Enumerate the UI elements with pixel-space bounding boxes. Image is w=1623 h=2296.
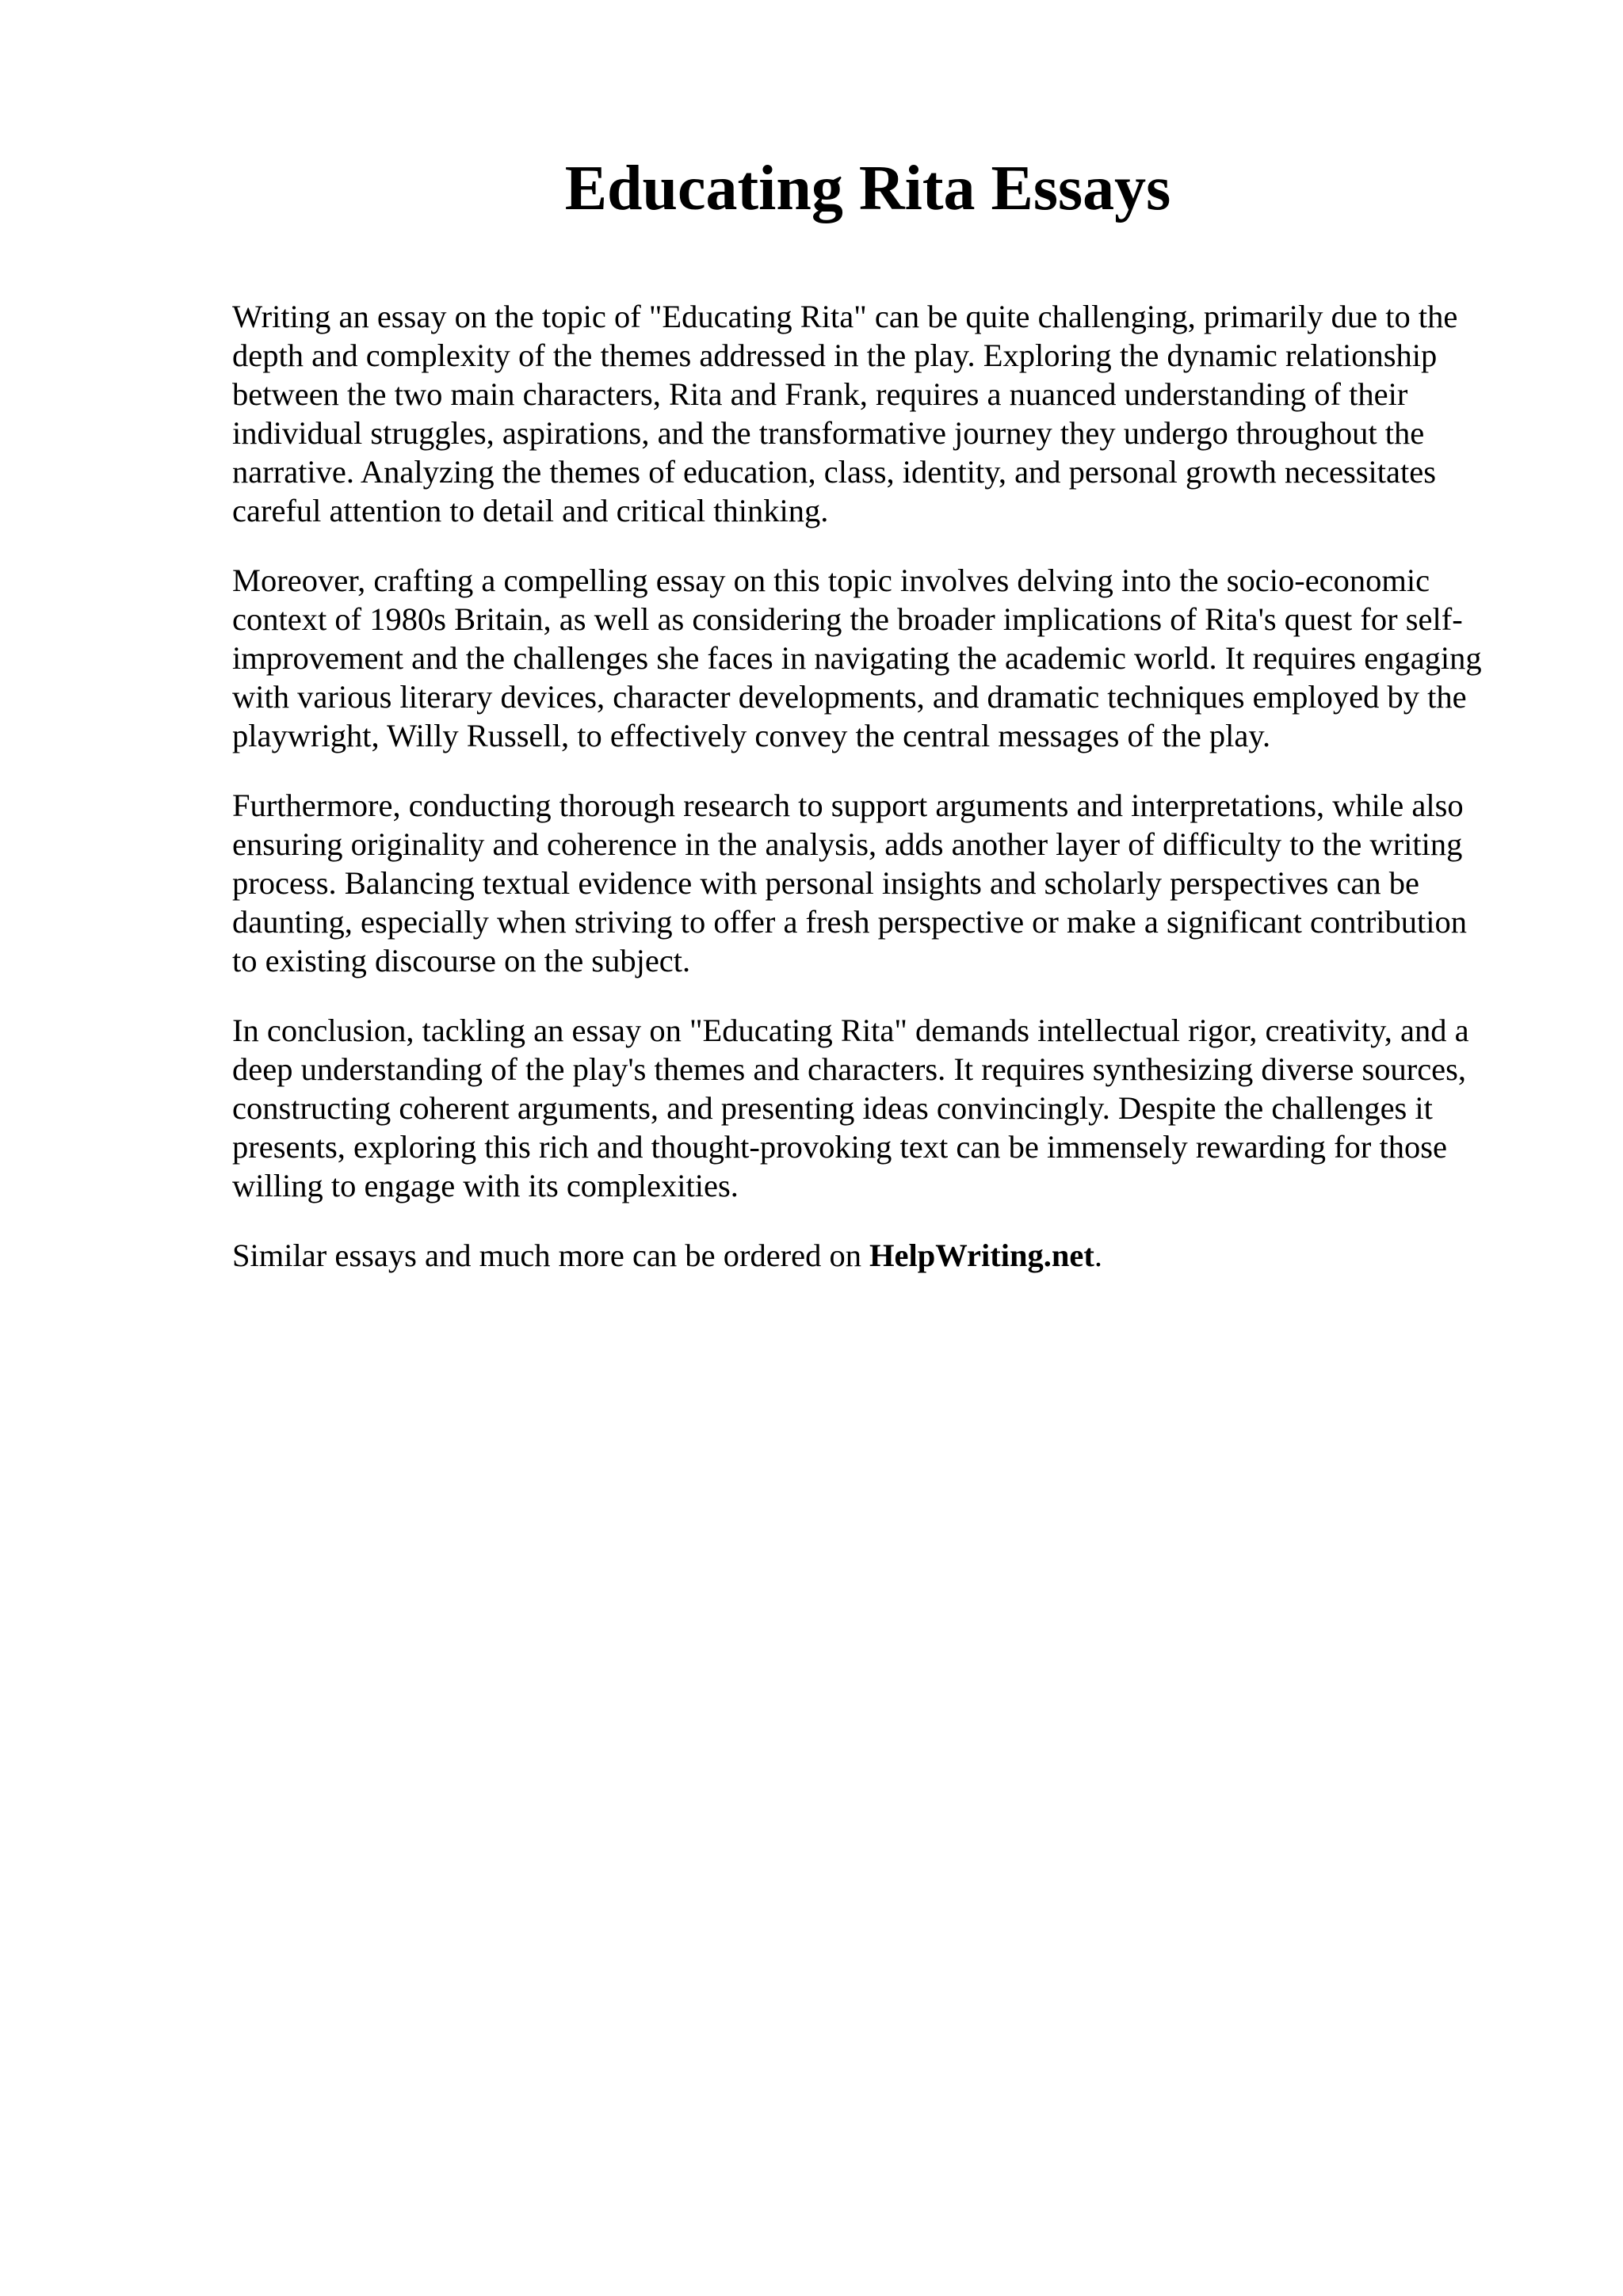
promo-brand-link[interactable]: HelpWriting.net (869, 1238, 1094, 1273)
paragraph-1 (232, 297, 1532, 530)
paragraph-line: ensuring originality and coherence in the analysis, adds another layer of difficulty to the writing (232, 826, 1463, 862)
paragraph-line: individual struggles, aspirations, and the transformative journey they undergo throughout the (232, 415, 1425, 451)
paragraph-line: In conclusion, tackling an essay on "Educating Rita" demands intellectual rigor, creativity, and a (232, 1013, 1469, 1048)
paragraph-line: daunting, especially when striving to offer a fresh perspective or make a significant contribution (232, 904, 1468, 940)
paragraph-3 (232, 786, 1532, 980)
promo-suffix: . (1094, 1238, 1103, 1273)
paragraph-line: process. Balancing textual evidence with personal insights and scholarly perspectives can be (232, 865, 1420, 901)
document-body (232, 297, 1532, 1275)
paragraph-line: Moreover, crafting a compelling essay on this topic involves delving into the socio-economic (232, 563, 1430, 598)
paragraph-line: willing to engage with its complexities. (232, 1168, 739, 1203)
paragraph-line: Furthermore, conducting thorough research to support arguments and interpretations, while also (232, 788, 1464, 823)
paragraph-line: context of 1980s Britain, as well as considering the broader implications of Rita's quest for self- (232, 601, 1463, 637)
paragraph-line: with various literary devices, character developments, and dramatic techniques employed by the (232, 679, 1467, 715)
paragraph-line: careful attention to detail and critical thinking. (232, 493, 829, 528)
paragraph-line: playwright, Willy Russell, to effectively convey the central messages of the play. (232, 718, 1271, 753)
paragraph-2 (232, 561, 1532, 755)
paragraph-line: constructing coherent arguments, and presenting ideas convincingly. Despite the challenges it (232, 1090, 1433, 1126)
paragraph-line: deep understanding of the play's themes and characters. It requires synthesizing diverse sources, (232, 1051, 1467, 1087)
paragraph-line: to existing discourse on the subject. (232, 943, 691, 978)
paragraph-line: presents, exploring this rich and thought-provoking text can be immensely rewarding for those (232, 1129, 1448, 1165)
paragraph-line: Writing an essay on the topic of "Educating Rita" can be quite challenging, primarily due to the (232, 299, 1458, 334)
paragraph-line: narrative. Analyzing the themes of education, class, identity, and personal growth necessitates (232, 454, 1437, 490)
paragraph-line: between the two main characters, Rita and Frank, requires a nuanced understanding of their (232, 376, 1408, 412)
promo-line (232, 1236, 1532, 1275)
promo-text: Similar essays and much more can be ordered on (232, 1238, 862, 1273)
paragraph-line: depth and complexity of the themes addressed in the play. Exploring the dynamic relationship (232, 338, 1438, 373)
paragraph-line: improvement and the challenges she faces in navigating the academic world. It requires engaging (232, 640, 1482, 676)
document-title: Educating Rita Essays (564, 154, 1171, 223)
paragraph-4 (232, 1011, 1532, 1205)
